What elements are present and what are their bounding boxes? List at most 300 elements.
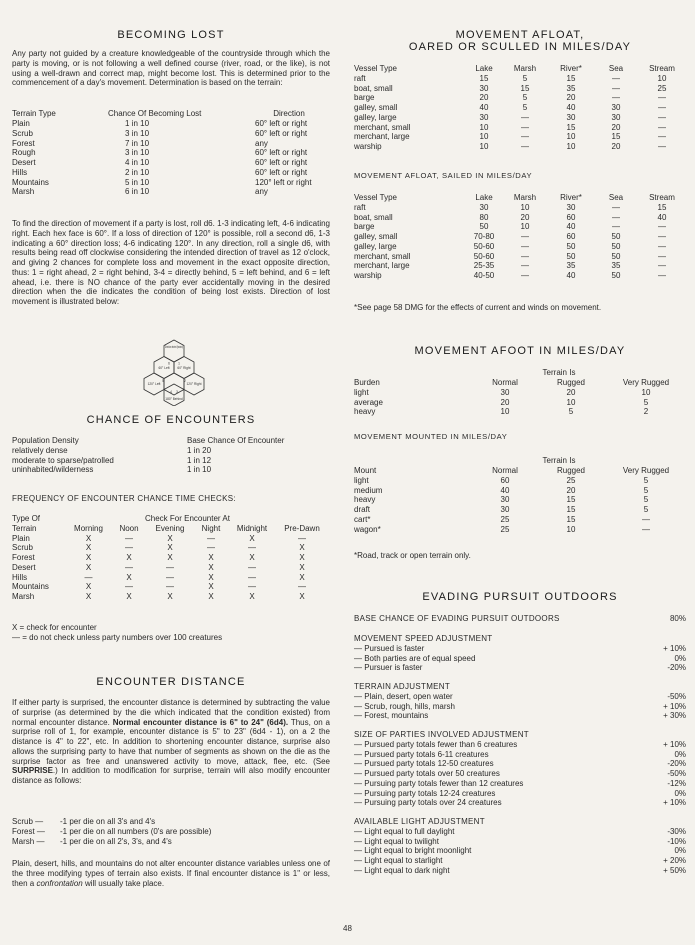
terrain-mods-table: [12, 817, 330, 846]
afloat-title-1: MOVEMENT AFLOAT,: [455, 29, 585, 41]
diagram-n1: 1: [178, 361, 180, 366]
afloat-row-cell: 40: [566, 103, 576, 112]
afoot-row-cell: light: [354, 387, 369, 397]
encounter-distance-para: [12, 698, 330, 786]
ed-p2a: Plain, desert, hills, and mountains do not alter encounter distance variables unless one of the three modifying types of terrain also exists. If final encounter distance is 1" or less, then a: [12, 859, 330, 888]
mounted-row-cell: —: [642, 524, 650, 534]
freq-row-cell: X: [208, 562, 214, 572]
frequency-table: [12, 514, 330, 602]
sailed-row-cell: 50: [611, 232, 621, 241]
afloat-row-cell: 10: [657, 73, 667, 83]
evading-item: [354, 702, 686, 712]
mounted-row-cell: heavy: [354, 495, 376, 505]
mounted-row-cell: 5: [643, 505, 649, 514]
freq-row-cell: —: [166, 572, 174, 582]
diagram-l120-label: 120° Left: [147, 382, 161, 386]
evading-item: [354, 827, 686, 837]
afoot-row-cell: heavy: [354, 407, 376, 417]
mounted-row-cell: draft: [354, 505, 371, 514]
afloat-row-cell: galley, large: [354, 112, 397, 122]
afloat-row-cell: 20: [611, 122, 621, 132]
afloat-row-cell: raft: [354, 73, 366, 83]
density-row-cell: uninhabited/wilderness: [12, 465, 94, 475]
afloat-row: [354, 84, 686, 94]
sailed-row-cell: 40-50: [473, 271, 495, 280]
freq-row-cell: X: [208, 592, 214, 601]
afloat-header-cell: Sea: [608, 64, 624, 73]
sailed-header-cell: Lake: [475, 193, 493, 202]
sailed-row-cell: —: [612, 222, 620, 232]
chance-encounters-title: CHANCE OF ENCOUNTERS: [86, 414, 256, 426]
afloat-row-cell: warship: [354, 142, 382, 151]
evading-item-value: -12%: [667, 778, 686, 788]
sailed-row: [354, 203, 686, 213]
afloat-row-cell: 40: [479, 103, 489, 112]
freq-row-cell: Forest: [12, 553, 35, 562]
afloat-row-cell: 5: [522, 93, 528, 103]
freq-row-cell: —: [298, 582, 306, 592]
mounted-row-cell: 30: [500, 495, 510, 505]
evading-title: EVADING PURSUIT OUTDOORS: [422, 591, 618, 603]
evading-item-value: 0%: [674, 749, 686, 759]
mounted-row-cell: 15: [566, 505, 576, 514]
mounted-row-cell: wagon*: [354, 524, 381, 534]
sailed-header-cell: River*: [560, 193, 582, 202]
evading-item-label: — Pursued party totals over 50 creatures: [354, 769, 500, 778]
evading-item-value: + 20%: [663, 856, 686, 865]
afloat-row-cell: 20: [566, 93, 576, 103]
freq-row: [12, 592, 330, 602]
evading-item-value: + 10%: [663, 701, 686, 711]
evading-item-label: — Light equal to starlight: [354, 856, 443, 865]
afoot-table-header-cell: Very Rugged: [622, 378, 670, 387]
sailed-row-cell: merchant, small: [354, 251, 411, 261]
sailed-row-cell: —: [658, 241, 666, 251]
afloat-row-cell: 30: [566, 112, 576, 122]
lost-row: [12, 129, 330, 139]
density-row-cell: 1 in 12: [187, 455, 212, 465]
sailed-row-cell: warship: [354, 271, 382, 280]
afoot-table-header-cell: Rugged: [556, 378, 586, 387]
lost-row-cell: 6 in 10: [125, 187, 150, 197]
evading-section-head: AVAILABLE LIGHT ADJUSTMENT: [354, 817, 485, 826]
sailed-row-cell: —: [521, 232, 529, 241]
sailed-row-cell: 15: [657, 202, 667, 212]
afloat-sailed-title: MOVEMENT AFLOAT, SAILED IN MILES/DAY: [354, 171, 533, 180]
freq-row-cell: X: [299, 562, 305, 572]
freq-row-cell: X: [126, 553, 132, 562]
evading-section: [354, 730, 686, 808]
evading-item-label: — Both parties are of equal speed: [354, 653, 476, 663]
freq-row-cell: X: [167, 543, 173, 553]
density-row: [12, 465, 330, 475]
afoot-row-cell: average: [354, 397, 383, 407]
evading-item-label: — Pursued party totals 6-11 creatures: [354, 749, 489, 759]
afoot-row: [354, 388, 686, 398]
sailed-row-cell: 50: [479, 222, 489, 232]
evading-item: [354, 740, 686, 750]
afloat-row-cell: boat, small: [354, 83, 393, 93]
evading-section-head: TERRAIN ADJUSTMENT: [354, 682, 451, 691]
evading-item-value: -50%: [667, 769, 686, 778]
freq-row-cell: —: [248, 572, 256, 582]
mounted-row: [354, 515, 686, 525]
becoming-lost-title: BECOMING LOST: [117, 29, 225, 41]
afloat-row-cell: barge: [354, 93, 375, 103]
mounted-table-header-cell: Mount: [354, 466, 377, 475]
afoot-row-cell: 30: [500, 387, 510, 397]
ed-p1d: SURPRISE: [12, 766, 53, 776]
lost-row-cell: 60° left or right: [255, 158, 308, 167]
afloat-row-cell: 10: [479, 142, 489, 151]
afloat-row: [354, 132, 686, 142]
sailed-row-cell: —: [658, 222, 666, 232]
evading-item-value: + 10%: [663, 739, 686, 749]
afloat-row-cell: —: [521, 142, 529, 151]
afoot-row-cell: 20: [500, 397, 510, 407]
mounted-table-header-cell: Normal: [492, 466, 518, 475]
lost-row: [12, 148, 330, 158]
afoot-row: [354, 398, 686, 408]
mounted-table-header-cell: Rugged: [556, 466, 586, 475]
sailed-row-cell: 60: [566, 232, 576, 241]
afoot-row: [354, 407, 686, 417]
density-row: [12, 446, 330, 456]
sailed-row-cell: raft: [354, 202, 366, 212]
afloat-sailed-table: [354, 193, 686, 281]
freq-h2-cell: Noon: [119, 523, 139, 533]
mounted-terrain-is: Terrain Is: [542, 456, 576, 465]
density-header-chance: Base Chance Of Encounter: [187, 436, 285, 445]
lost-row-cell: Hills: [12, 167, 28, 177]
afloat-row-cell: 15: [611, 132, 621, 142]
freq-row-cell: X: [167, 553, 173, 562]
freq-row-cell: Scrub: [12, 543, 33, 553]
diagram-n5: 5: [162, 379, 164, 383]
lost-row-cell: any: [255, 187, 268, 197]
evading-item-value: -20%: [667, 759, 686, 769]
afloat-header-cell: Stream: [649, 64, 675, 73]
evading-item: [354, 663, 686, 673]
afloat-row-cell: —: [612, 93, 620, 103]
ed-p1e: .) In addition to modification for surprise, terrain will also modify encounter distance as follows:: [12, 766, 330, 785]
sailed-header-cell: Stream: [649, 193, 675, 202]
afloat-header: [354, 64, 686, 74]
evading-item-label: — Pursued is faster: [354, 643, 425, 653]
sailed-row: [354, 213, 686, 223]
evading-item-value: -10%: [667, 836, 686, 846]
lost-row-cell: 120° left or right: [255, 177, 312, 187]
freq-row-cell: —: [166, 562, 174, 572]
lost-row: [12, 178, 330, 188]
mod-row: [12, 827, 330, 837]
diagram-top-label: Direction desired (forward): [165, 345, 183, 349]
evading-item-label: — Light equal to full daylight: [354, 826, 455, 836]
evading-item-label: — Pursuing party totals 12-24 creatures: [354, 788, 496, 798]
afloat-row-cell: merchant, large: [354, 132, 410, 142]
freq-row: [12, 534, 330, 544]
sailed-row: [354, 242, 686, 252]
sailed-row: [354, 271, 686, 281]
freq-row: [12, 582, 330, 592]
lost-row-cell: 60° left or right: [255, 128, 308, 138]
freq-row-cell: X: [85, 533, 92, 543]
sailed-header: [354, 193, 686, 203]
sailed-row-cell: 40: [566, 222, 576, 232]
mounted-row-cell: medium: [354, 485, 383, 495]
diagram-n2: 2: [184, 379, 186, 383]
diagram-n3: 3: [176, 390, 178, 394]
afloat-row-cell: —: [658, 122, 666, 132]
direction-hex-diagram: [129, 338, 219, 406]
freq-row-cell: —: [125, 562, 133, 572]
freq-row-cell: —: [248, 562, 256, 572]
afloat-row-cell: 10: [479, 132, 489, 142]
evading-item-value: + 10%: [663, 798, 686, 808]
evading-item: [354, 654, 686, 664]
lost-row-cell: 7 in 10: [125, 138, 150, 148]
sailed-row: [354, 232, 686, 242]
freq-h2-cell: Morning: [74, 523, 103, 533]
diagram-n4: 4: [170, 390, 172, 394]
afoot-terrain-is: Terrain Is: [542, 368, 576, 377]
freq-row-cell: —: [125, 533, 133, 543]
evading-item: [354, 769, 686, 779]
lost-row: [12, 119, 330, 129]
afloat-row-cell: 20: [611, 142, 621, 151]
afloat-row-cell: 30: [611, 103, 621, 112]
freq-key-2: — = do not check unless party numbers over 100 creatures: [12, 633, 223, 642]
mounted-row: [354, 486, 686, 496]
mounted-row-cell: 25: [500, 514, 510, 524]
becoming-lost-intro: Any party not guided by a creature knowledgeable of the countryside through which the party is moving, or is not following a well defined course (river, road, or the like), is not using a well-drawn and correct map, might become lost. This is determined prior to the commencement of a day's movement. Determination is based on the terrain:: [12, 49, 330, 88]
afoot-table: [354, 378, 686, 417]
density-row-cell: moderate to sparse/patrolled: [12, 455, 114, 465]
sailed-row-cell: —: [612, 212, 620, 222]
afloat-row-cell: —: [658, 132, 666, 142]
encounter-distance-para-2: [12, 859, 330, 888]
freq-row-cell: X: [126, 572, 132, 582]
sailed-row-cell: 10: [520, 222, 530, 232]
afloat-header-cell: Vessel Type: [354, 64, 397, 73]
page-number: 48: [343, 924, 352, 933]
afoot-row-cell: 20: [566, 387, 576, 397]
evading-item-value: -20%: [667, 663, 686, 673]
density-row-cell: 1 in 10: [187, 465, 212, 475]
lost-row: [12, 139, 330, 149]
sailed-row-cell: 70-80: [473, 232, 495, 241]
evading-item-label: — Light equal to bright moonlight: [354, 846, 472, 856]
afloat-row-cell: —: [658, 93, 666, 103]
mounted-row: [354, 495, 686, 505]
sailed-row-cell: 35: [611, 261, 621, 271]
afloat-row-cell: —: [658, 142, 666, 151]
freq-key-1: X = check for encounter: [12, 623, 97, 632]
freq-row: [12, 553, 330, 563]
afloat-row-cell: 10: [479, 122, 489, 132]
lost-row-cell: Mountains: [12, 177, 49, 187]
evading-item-label: — Light equal to dark night: [354, 865, 450, 875]
afloat-oared-table: [354, 64, 686, 152]
mounted-row-cell: 5: [643, 485, 649, 495]
sailed-row-cell: 50-60: [473, 251, 495, 261]
mod-row: [12, 837, 330, 847]
evading-item-value: -50%: [667, 691, 686, 701]
evading-item-label: — Plain, desert, open water: [354, 691, 453, 701]
direction-text: To find the direction of movement if a party is lost, roll d6. 1-3 indicating left, 4-6 indicating right. Each hex face is 60°. If a loss of direction of 120° is possible, roll a second d6, 1-3 indicating a 60° direction loss; 4-6 indicating 120°. In any direction, roll a single d6, with results being read off clockwise considering the intended direction of travel as 12 o'clock, and giving 2 chances for complete loss and movement in the exact opposite direction, thus: 1 = right ahead, 2 = right behind, 3-4 = directly behind, 5 = left behind, and 6 = left ahead, i.e. there is NO chance of the party ever accidentally moving in the desired direction when the die indicates the condition of being lost exists. Direction of lost movement is illustrated below:: [12, 219, 330, 306]
sailed-header-cell: Marsh: [513, 193, 537, 202]
sailed-row-cell: —: [521, 251, 529, 261]
evading-item-label: — Pursuer is faster: [354, 663, 423, 673]
freq-row-cell: —: [207, 533, 215, 543]
afloat-row-cell: 10: [566, 132, 576, 142]
freq-row-cell: X: [299, 553, 305, 562]
afloat-footnote: *See page 58 DMG for the effects of current and winds on movement.: [354, 303, 602, 312]
ed-p1b: Normal encounter distance is 6" to 24" (6d4).: [112, 717, 289, 727]
evading-item: [354, 789, 686, 799]
lost-row-cell: 3 in 10: [125, 148, 150, 158]
sailed-row-cell: —: [658, 261, 666, 271]
lost-row-cell: Forest: [12, 138, 35, 148]
lost-row-cell: 60° left or right: [255, 119, 308, 128]
freq-row-cell: —: [248, 543, 256, 553]
evading-base-value: 80%: [669, 614, 686, 623]
evading-item-label: — Scrub, rough, hills, marsh: [354, 701, 455, 711]
sailed-header-cell: Vessel Type: [354, 193, 397, 202]
mounted-footnote: *Road, track or open terrain only.: [354, 551, 471, 560]
sailed-row-cell: —: [658, 232, 666, 241]
mounted-row-cell: 60: [500, 475, 510, 485]
mod-row-cell: -1 per die on all 2's, 3's, and 4's: [60, 836, 172, 846]
evading-item: [354, 750, 686, 760]
freq-row-cell: —: [166, 582, 174, 592]
afloat-row-cell: 15: [566, 73, 576, 83]
sailed-row-cell: —: [521, 261, 529, 271]
sailed-row-cell: 60: [566, 212, 576, 222]
density-row-cell: relatively dense: [12, 445, 68, 455]
evading-item: [354, 856, 686, 866]
sailed-row: [354, 252, 686, 262]
evading-section-head: MOVEMENT SPEED ADJUSTMENT: [354, 634, 493, 643]
lost-row-cell: Desert: [12, 158, 36, 167]
mounted-row-cell: 40: [500, 485, 510, 495]
evading-item-label: — Pursued party totals fewer than 6 creatures: [354, 739, 518, 749]
afoot-table-header: [354, 378, 686, 388]
evading-item-value: -30%: [667, 826, 686, 836]
sailed-row-cell: 50: [611, 251, 621, 261]
lost-row: [12, 187, 330, 197]
freq-row-cell: X: [249, 553, 255, 562]
density-row-cell: 1 in 20: [187, 445, 212, 455]
sailed-row-cell: —: [658, 271, 666, 280]
afloat-row-cell: —: [612, 83, 620, 93]
afloat-row: [354, 103, 686, 113]
sailed-row-cell: 50: [566, 251, 576, 261]
afloat-row-cell: 20: [479, 93, 489, 103]
freq-row-cell: X: [249, 533, 255, 543]
afloat-header-cell: Lake: [475, 64, 493, 73]
mounted-title: MOVEMENT MOUNTED IN MILES/DAY: [354, 432, 508, 441]
freq-row-cell: X: [85, 592, 92, 601]
evading-base-label: BASE CHANCE OF EVADING PURSUIT OUTDOORS: [354, 614, 560, 623]
evading-item: [354, 846, 686, 856]
freq-row-cell: X: [299, 543, 305, 553]
evading-item-value: + 50%: [663, 865, 686, 875]
afloat-row-cell: 25: [657, 83, 667, 93]
evading-item-label: — Light equal to twilight: [354, 836, 439, 846]
evading-base-row: [354, 614, 686, 624]
freq-row-cell: X: [85, 553, 92, 562]
freq-row-cell: Hills: [12, 572, 28, 582]
sailed-row-cell: 35: [566, 261, 576, 271]
sailed-row-cell: 30: [566, 202, 576, 212]
mounted-table-header: [354, 466, 686, 476]
evading-section: [354, 817, 686, 876]
afloat-row-cell: 5: [522, 103, 528, 112]
encounter-density-table: [12, 436, 330, 475]
sailed-row-cell: 10: [520, 202, 530, 212]
afloat-row-cell: —: [521, 122, 529, 132]
diagram-l60-label: 60° Left: [158, 366, 170, 370]
freq-h2-cell: Midnight: [236, 523, 268, 533]
sailed-row-cell: 30: [479, 202, 489, 212]
diagram-back-label: 180° Behind: [165, 397, 183, 401]
ed-p2b: confrontation: [36, 878, 83, 888]
mod-row-cell: Forest —: [12, 826, 45, 836]
afloat-row-cell: 10: [566, 142, 576, 151]
freq-row-cell: X: [299, 592, 305, 601]
sailed-row-cell: —: [612, 202, 620, 212]
freq-row-cell: —: [84, 572, 93, 582]
freq-header-row-1: [12, 514, 330, 524]
mounted-row-cell: 5: [643, 495, 649, 505]
evading-item-label: — Forest, mountains: [354, 711, 429, 721]
freq-row-cell: X: [167, 592, 173, 601]
density-row: [12, 456, 330, 466]
frequency-title: FREQUENCY OF ENCOUNTER CHANCE TIME CHECKS:: [12, 494, 236, 503]
diagram-r60-label: 60° Right: [177, 366, 191, 370]
afloat-row-cell: 30: [611, 112, 621, 122]
sailed-row-cell: 40: [657, 212, 667, 222]
afloat-row-cell: 15: [566, 122, 576, 132]
sailed-row-cell: barge: [354, 222, 375, 232]
afloat-row-cell: 30: [479, 83, 489, 93]
mounted-row-cell: —: [642, 514, 650, 524]
lost-table: [12, 109, 330, 119]
lost-row-cell: 3 in 10: [125, 128, 150, 138]
evading-section: [354, 634, 686, 673]
afoot-row-cell: 10: [641, 387, 651, 397]
sailed-row-cell: galley, small: [354, 232, 398, 241]
ed-p1a: If either party is surprised, the encounter distance is determined by subtracting the value of surprise (as determined by the die which indicated that the condition existed) from normal encounter distance.: [12, 698, 330, 727]
lost-row-cell: 4 in 10: [125, 158, 150, 167]
afoot-title: MOVEMENT AFOOT IN MILES/DAY: [414, 345, 626, 357]
afloat-row-cell: —: [658, 103, 666, 112]
sailed-row-cell: galley, large: [354, 241, 397, 251]
evading-item: [354, 759, 686, 769]
afloat-row: [354, 93, 686, 103]
mounted-row-cell: light: [354, 475, 369, 485]
freq-row: [12, 543, 330, 553]
diagram-n6: 6: [168, 361, 170, 366]
afloat-row-cell: 30: [479, 112, 489, 122]
afloat-row-cell: —: [612, 73, 620, 83]
mod-row-cell: Scrub —: [12, 817, 44, 826]
freq-row-cell: X: [85, 562, 92, 572]
afloat-row-cell: 15: [479, 73, 489, 83]
afoot-row-cell: 10: [500, 407, 510, 417]
lost-row: [12, 168, 330, 178]
